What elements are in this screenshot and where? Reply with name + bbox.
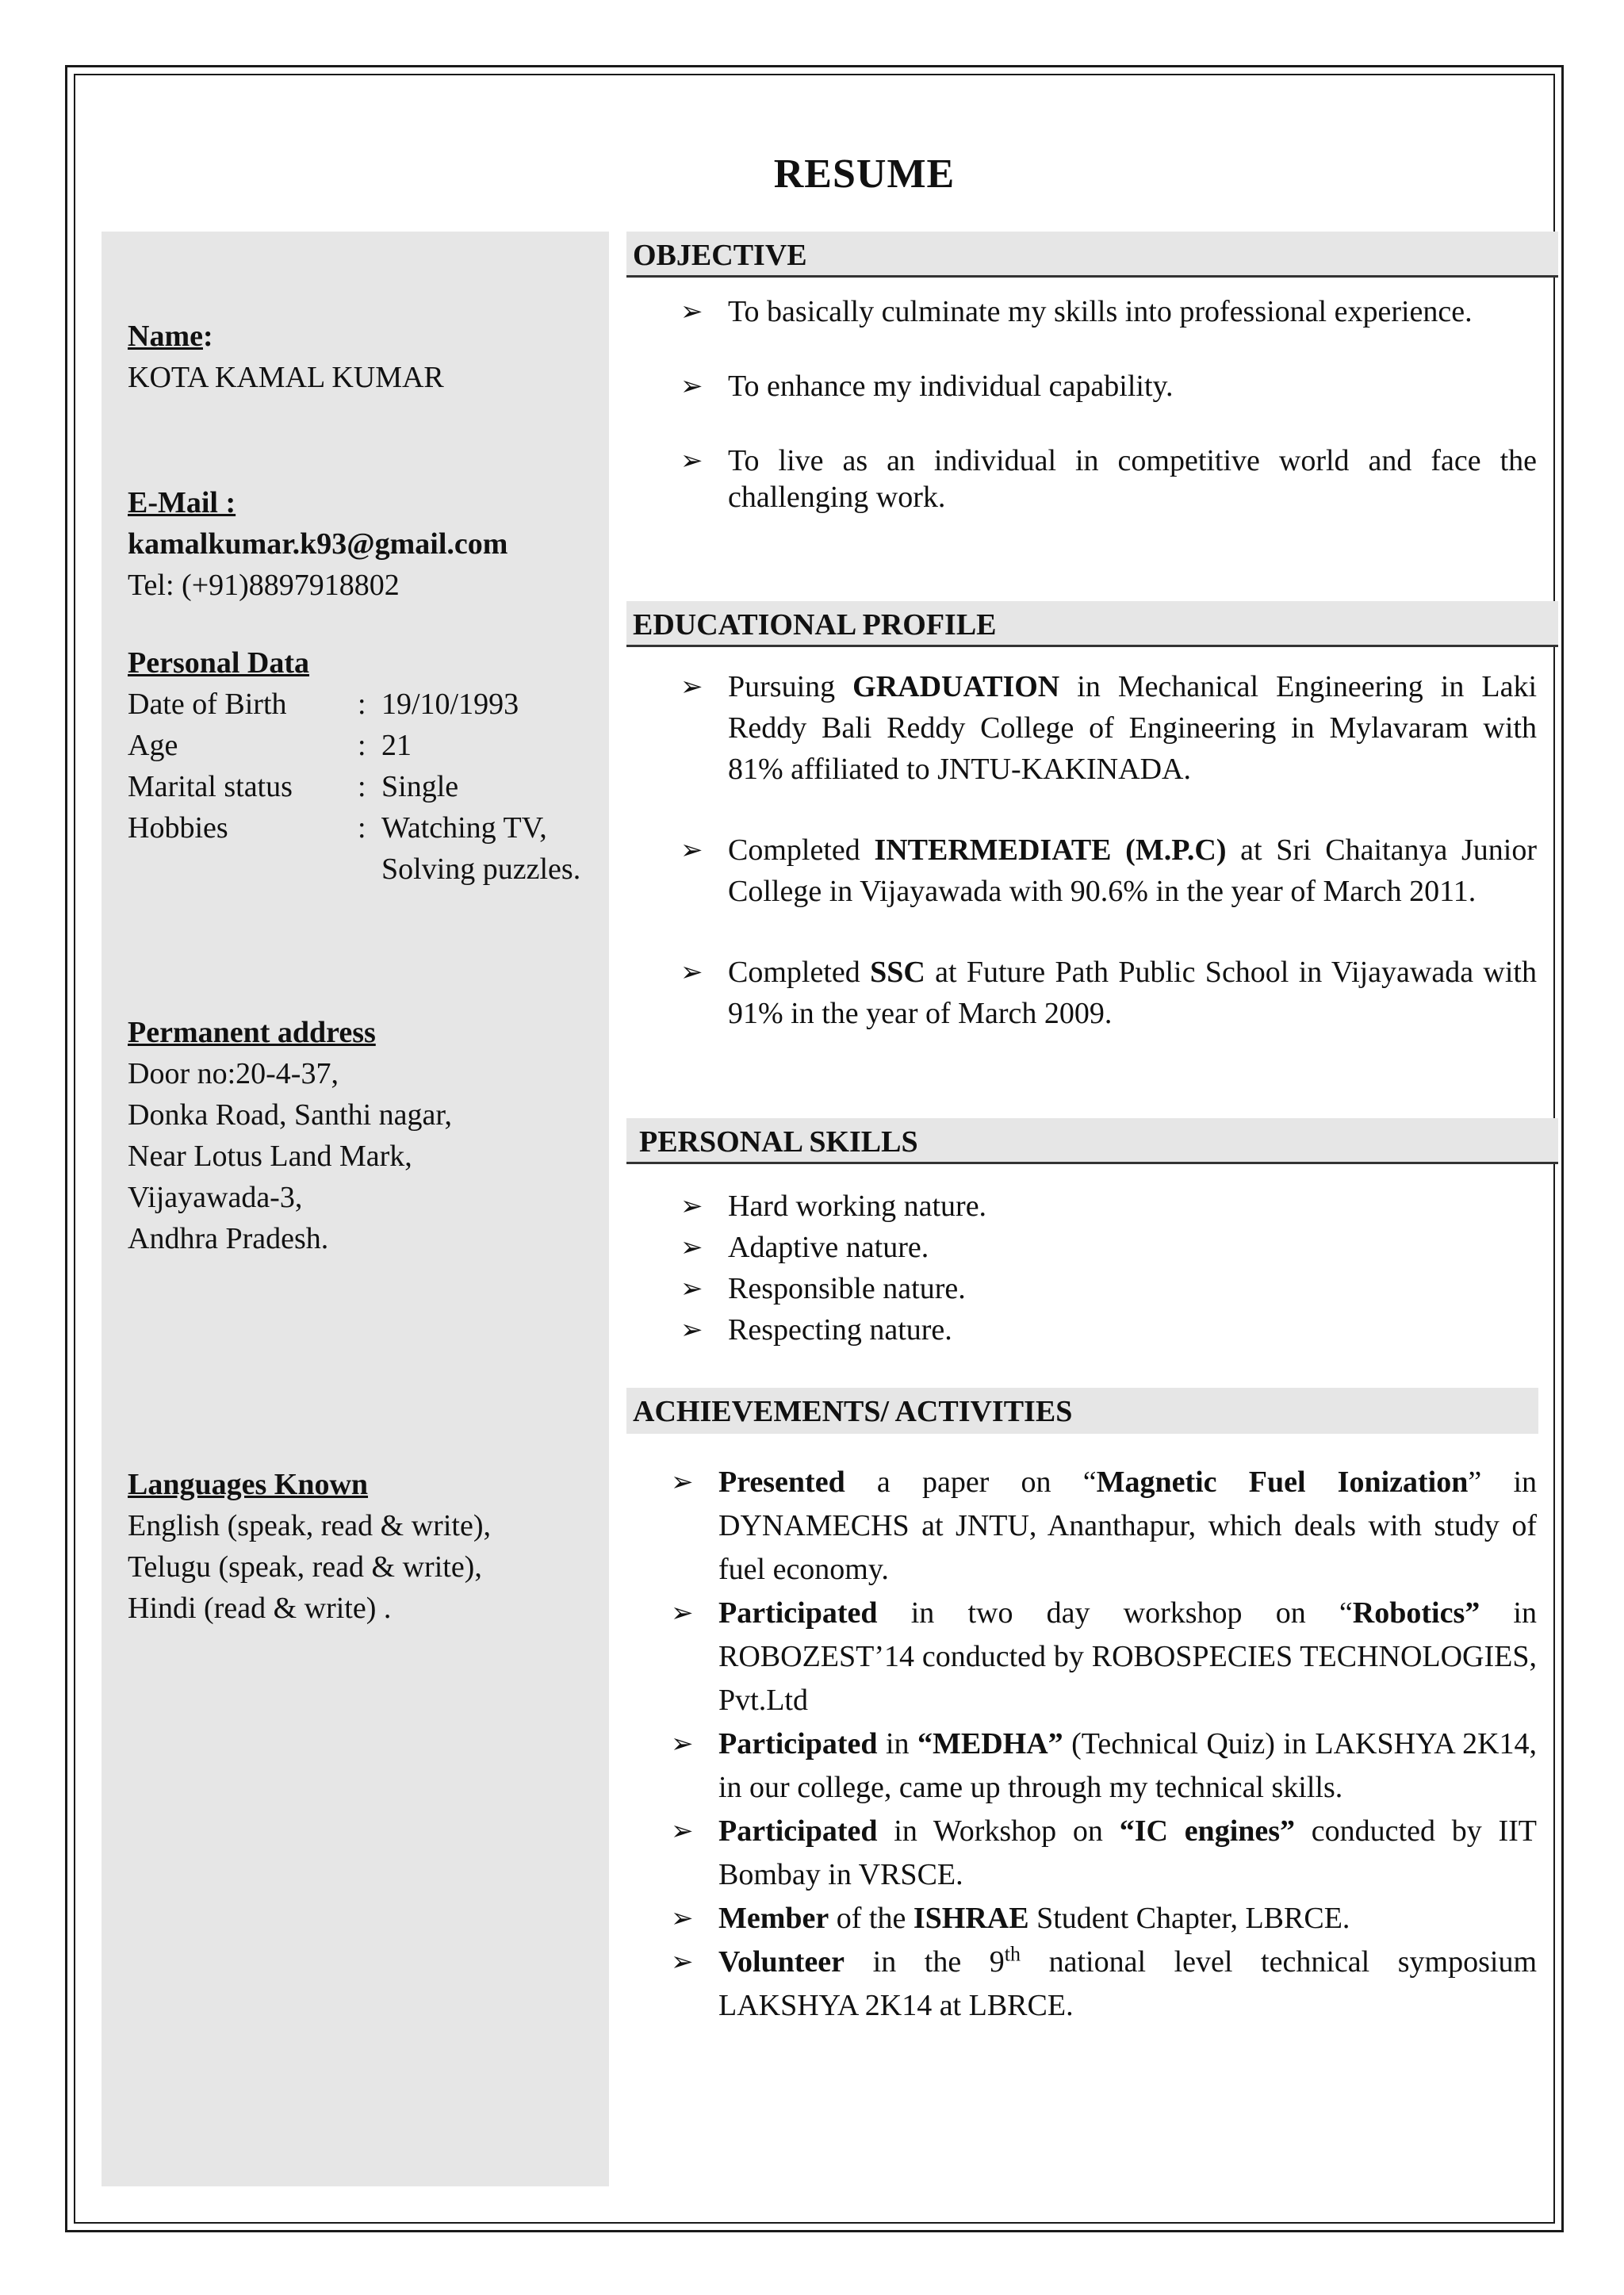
personal-data-label: Personal Data: [128, 646, 310, 680]
personal-row: [128, 766, 580, 807]
bullet-arrow-icon: ➢: [680, 1314, 703, 1346]
skill-item: ➢ Respecting nature.: [680, 1309, 1537, 1351]
achievement-item: ➢ Participated in “MEDHA” (Technical Quiz) in LAKSHYA 2K14, in our college, came up through my technical skills.: [671, 1722, 1537, 1810]
languages-block: [128, 1464, 491, 1629]
personal-row: [128, 684, 580, 725]
personal-val: 21: [381, 729, 412, 762]
bullet-arrow-icon: ➢: [680, 296, 703, 328]
email-label: E-Mail :: [128, 486, 236, 519]
address-block: [128, 1012, 452, 1259]
language-line: Telugu (speak, read & write),: [128, 1550, 482, 1584]
education-item: ➢ Completed INTERMEDIATE (M.P.C) at Sri Chaitanya Junior College in Vijayawada with 90.6% in the year of March 2011.: [680, 829, 1537, 912]
address-line: Near Lotus Land Mark,: [128, 1140, 412, 1173]
bullet-arrow-icon: ➢: [671, 1946, 694, 1978]
name-value: KOTA KAMAL KUMAR: [128, 361, 444, 394]
personal-key: Marital status: [128, 770, 293, 803]
address-label: Permanent address: [128, 1016, 376, 1049]
address-line: Vijayawada-3,: [128, 1181, 303, 1214]
skills-heading: PERSONAL SKILLS: [626, 1118, 1558, 1164]
objective-item: ➢ To basically culminate my skills into professional experience.: [680, 295, 1473, 328]
bullet-arrow-icon: ➢: [671, 1597, 694, 1629]
personal-sep: :: [358, 729, 366, 762]
achievement-item: ➢ Member of the ISHRAE Student Chapter, LBRCE.: [671, 1897, 1537, 1941]
address-line: Andhra Pradesh.: [128, 1222, 329, 1255]
personal-row: [128, 725, 580, 766]
skill-item: ➢ Hard working nature.: [680, 1186, 1537, 1227]
personal-sep: :: [358, 770, 366, 803]
objective-list: [680, 293, 1537, 515]
objective-heading: OBJECTIVE: [626, 232, 1558, 278]
resume-title: RESUME: [773, 151, 956, 197]
name-colon: :: [202, 320, 213, 353]
name-label: Name: [128, 320, 203, 353]
personal-key: Date of Birth: [128, 688, 287, 721]
objective-item: ➢ To live as an individual in competitive world and face the challenging work.: [680, 444, 1537, 514]
bullet-arrow-icon: ➢: [680, 1232, 703, 1263]
skill-item: ➢ Adaptive nature.: [680, 1227, 1537, 1268]
skill-item: ➢ Responsible nature.: [680, 1268, 1537, 1309]
bullet-arrow-icon: ➢: [680, 1190, 703, 1222]
bullet-arrow-icon: ➢: [680, 671, 703, 703]
achievement-item: ➢ Volunteer in the 9th national level technical symposium LAKSHYA 2K14 at LBRCE.: [671, 1941, 1537, 2028]
achievement-item: ➢ Participated in Workshop on “IC engines” conducted by IIT Bombay in VRSCE.: [671, 1810, 1537, 1897]
personal-val: 19/10/1993: [381, 688, 519, 721]
personal-sep: :: [358, 811, 366, 845]
education-item: ➢ Pursuing GRADUATION in Mechanical Engineering in Laki Reddy Bali Reddy College of Engineering in Mylavaram with 81% affiliated to JNTU-KAKINADA.: [680, 666, 1537, 790]
language-line: English (speak, read & write),: [128, 1509, 491, 1542]
bullet-arrow-icon: ➢: [671, 1466, 694, 1498]
personal-val: Single: [381, 770, 459, 803]
personal-data-block: [128, 642, 580, 890]
achievement-item: ➢ Presented a paper on “Magnetic Fuel Ionization” in DYNAMECHS at JNTU, Ananthapur, which deals with study of fuel economy.: [671, 1461, 1537, 1592]
achievements-list: [671, 1461, 1537, 2028]
skills-list: [680, 1186, 1537, 1351]
personal-row: [128, 849, 580, 890]
language-line: Hindi (read & write) .: [128, 1592, 392, 1625]
education-heading: EDUCATIONAL PROFILE: [626, 601, 1558, 647]
email-value: kamalkumar.k93@gmail.com: [128, 527, 508, 561]
languages-label: Languages Known: [128, 1468, 369, 1501]
objective-item: ➢ To enhance my individual capability.: [680, 370, 1174, 403]
personal-row: [128, 807, 580, 849]
bullet-arrow-icon: ➢: [671, 1815, 694, 1847]
achievements-heading: ACHIEVEMENTS/ ACTIVITIES: [626, 1388, 1538, 1434]
bullet-arrow-icon: ➢: [680, 956, 703, 988]
address-line: Door no:20-4-37,: [128, 1057, 339, 1090]
education-list: [680, 666, 1537, 1034]
personal-val: Solving puzzles.: [381, 852, 581, 886]
bullet-arrow-icon: ➢: [671, 1728, 694, 1760]
education-item: ➢ Completed SSC at Future Path Public School in Vijayawada with 91% in the year of March 2009.: [680, 952, 1537, 1034]
personal-sep: [358, 849, 381, 890]
address-line: Donka Road, Santhi nagar,: [128, 1098, 453, 1132]
bullet-arrow-icon: ➢: [680, 1273, 703, 1305]
personal-val: Watching TV,: [381, 811, 547, 845]
bullet-arrow-icon: ➢: [680, 445, 703, 477]
contact-block: [128, 482, 508, 606]
personal-sep: :: [358, 688, 366, 721]
achievement-item: ➢ Participated in two day workshop on “Robotics” in ROBOZEST’14 conducted by ROBOSPECIES TECHNOLOGIES, Pvt.Ltd: [671, 1592, 1537, 1722]
personal-key: Hobbies: [128, 811, 228, 845]
bullet-arrow-icon: ➢: [671, 1902, 694, 1934]
name-block: [128, 316, 444, 398]
phone-value: Tel: (+91)8897918802: [128, 569, 400, 602]
bullet-arrow-icon: ➢: [680, 370, 703, 402]
personal-key: Age: [128, 729, 178, 762]
bullet-arrow-icon: ➢: [680, 834, 703, 866]
personal-key: [128, 849, 358, 890]
